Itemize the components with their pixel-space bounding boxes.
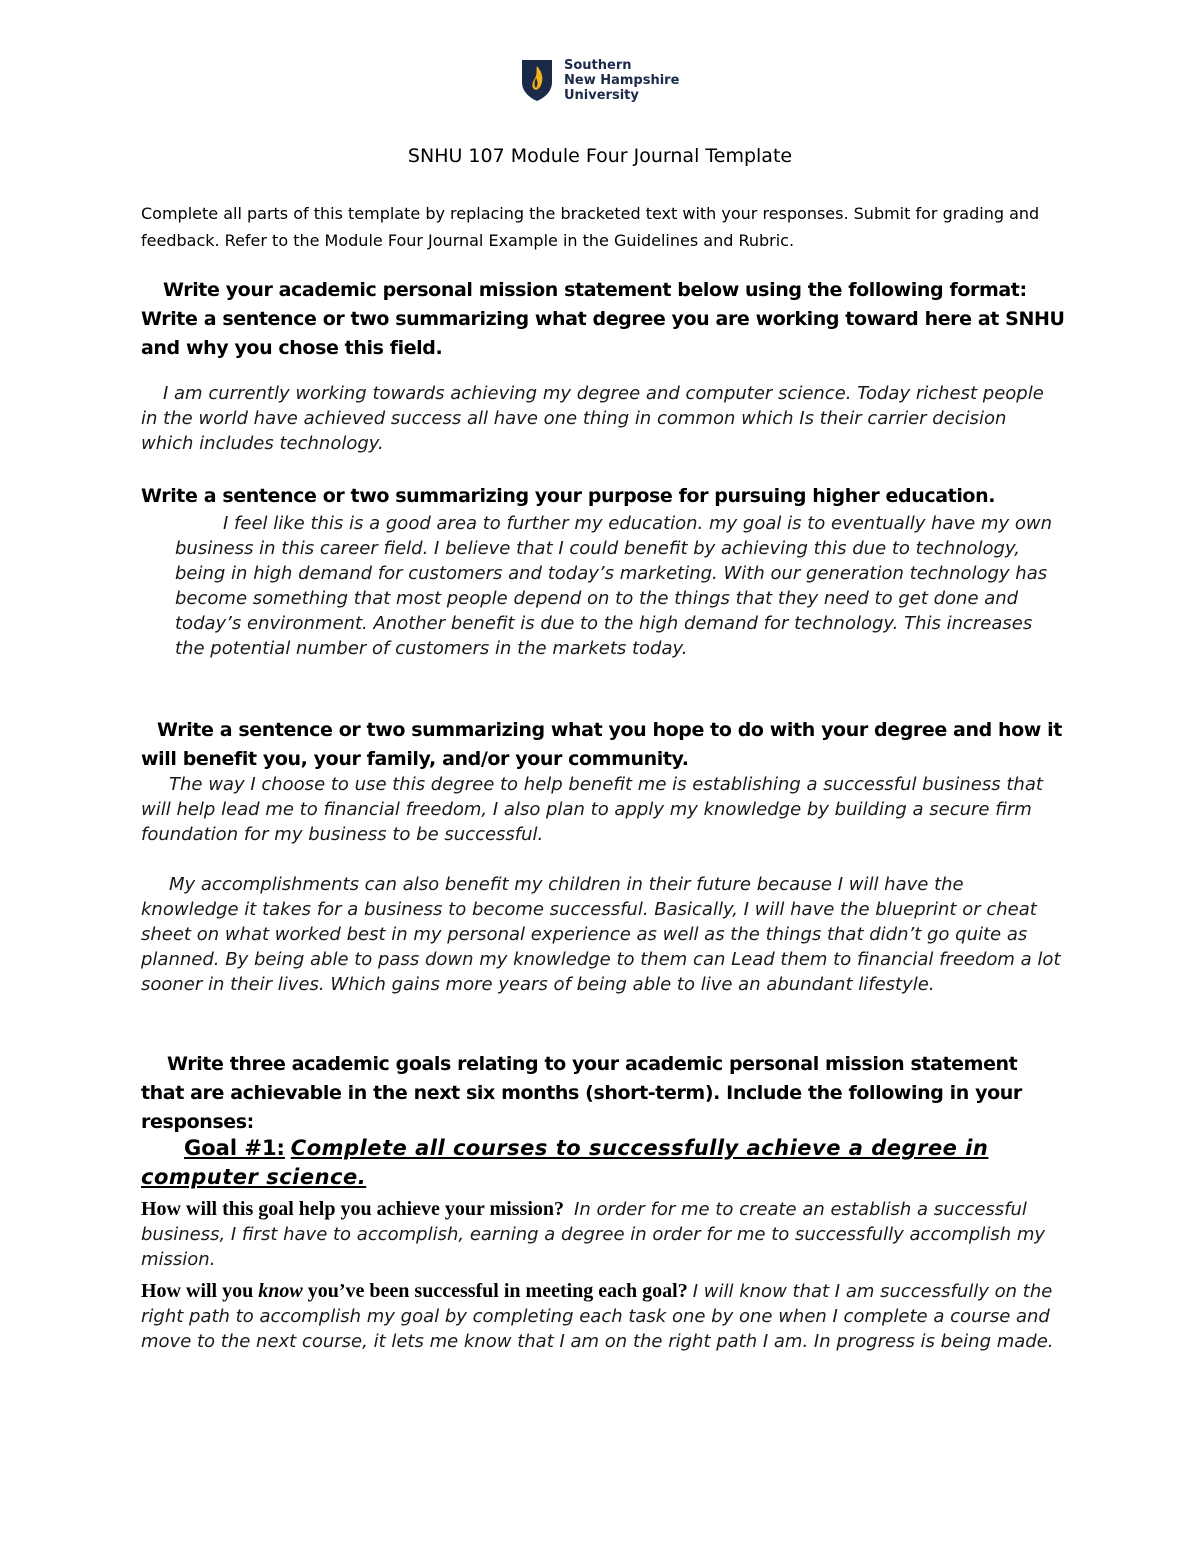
- question-degree-benefit: [141, 716, 1066, 774]
- answer-degree-benefit-1: [141, 772, 1061, 847]
- question-degree-benefit-text: Write a sentence or two summarizing what you hope to do with your degree and how it will benefit you, your family, and/or your community.: [141, 719, 1062, 770]
- goal-1-know-answer: I will know that I am successfully on the right path to accomplish my goal by completing each task one by one when I complete a course and move to the next course, it lets me know that I am on the right path I am. In progress is being made.: [141, 1281, 1054, 1352]
- logo-line-3: University: [564, 88, 639, 103]
- question-academic-goals: [141, 1050, 1066, 1137]
- logo-line-1: Southern: [564, 58, 632, 73]
- answer-mission-text: I am currently working towards achieving my degree and computer science. Today richest people in the world have achieved success all have one thing in common which Is their carrier decision which includes technology.: [141, 383, 1044, 454]
- answer-degree-benefit-2: [141, 872, 1061, 997]
- goal-1-heading: [141, 1134, 1071, 1192]
- answer-degree-benefit-2-text: My accomplishments can also benefit my children in their future because I will have the knowledge it takes for a business to become successful. Basically, I will have the blueprint or cheat sheet on what worked best in my personal experience as well as the things that didn’t go quite as planned. By being able to pass down my knowledge to them can Lead them to financial freedom a lot sooner in their lives. Which gains more years of being able to live an abundant lifestyle.: [141, 874, 1061, 995]
- goal-1-mission-answer: In order for me to create an establish a successful business, I first have to accomplish, earning a degree in order for me to successfully accomplish my mission.: [141, 1199, 1046, 1270]
- goal-1-know-label-pre: How will you: [141, 1280, 254, 1302]
- goal-1-label: Goal #1:: [184, 1136, 285, 1160]
- page-title: SNHU 107 Module Four Journal Template: [407, 145, 793, 167]
- answer-mission-statement: [141, 381, 1061, 456]
- goal-1-mission-label: How will this goal help you achieve your mission?: [141, 1198, 565, 1220]
- answer-purpose: [175, 511, 1060, 661]
- goal-1-text: Complete all courses to successfully achieve a degree in computer science.: [141, 1136, 989, 1189]
- shield-flame-icon: [520, 58, 554, 102]
- logo-line-2: New Hampshire: [564, 73, 680, 88]
- question-mission-text: Write your academic personal mission statement below using the following format: Write a sentence or two summarizing what degree you are working toward here at SNHU and why you chose this field.: [141, 279, 1065, 359]
- question-academic-goals-text: Write three academic goals relating to your academic personal mission statement that are achievable in the next six months (short-term). Include the following in your responses:: [141, 1053, 1022, 1133]
- question-mission-statement: [141, 276, 1066, 363]
- goal-1-know-label-post: you’ve been successful in meeting each goal?: [307, 1280, 688, 1302]
- goal-1-mission-block: [141, 1197, 1061, 1272]
- goal-1-know-label-em: know: [258, 1280, 303, 1302]
- university-logo: [520, 58, 679, 103]
- question-purpose: Write a sentence or two summarizing your purpose for pursuing higher education.: [141, 485, 996, 507]
- answer-purpose-text: I feel like this is a good area to further my education. my goal is to eventually have my own business in this career field. I believe that I could benefit by achieving this due to technology, being in high demand for customers and today’s marketing. With our generation technology has become something that most people depend on to the things that they need to get done and today’s environment. Another benefit is due to the high demand for technology. This increases the potential number of customers in the markets today.: [175, 513, 1053, 659]
- instructions-paragraph: Complete all parts of this template by replacing the bracketed text with your responses. Submit for grading and feedback. Refer to the Module Four Journal Example in the Guidelines and Rubric.: [141, 204, 1040, 250]
- goal-1-know-block: [141, 1279, 1061, 1354]
- answer-degree-benefit-1-text: The way I choose to use this degree to help benefit me is establishing a successful business that will help lead me to financial freedom, I also plan to apply my knowledge by building a secure firm foundation for my business to be successful.: [141, 774, 1043, 845]
- logo-wordmark: [564, 58, 679, 103]
